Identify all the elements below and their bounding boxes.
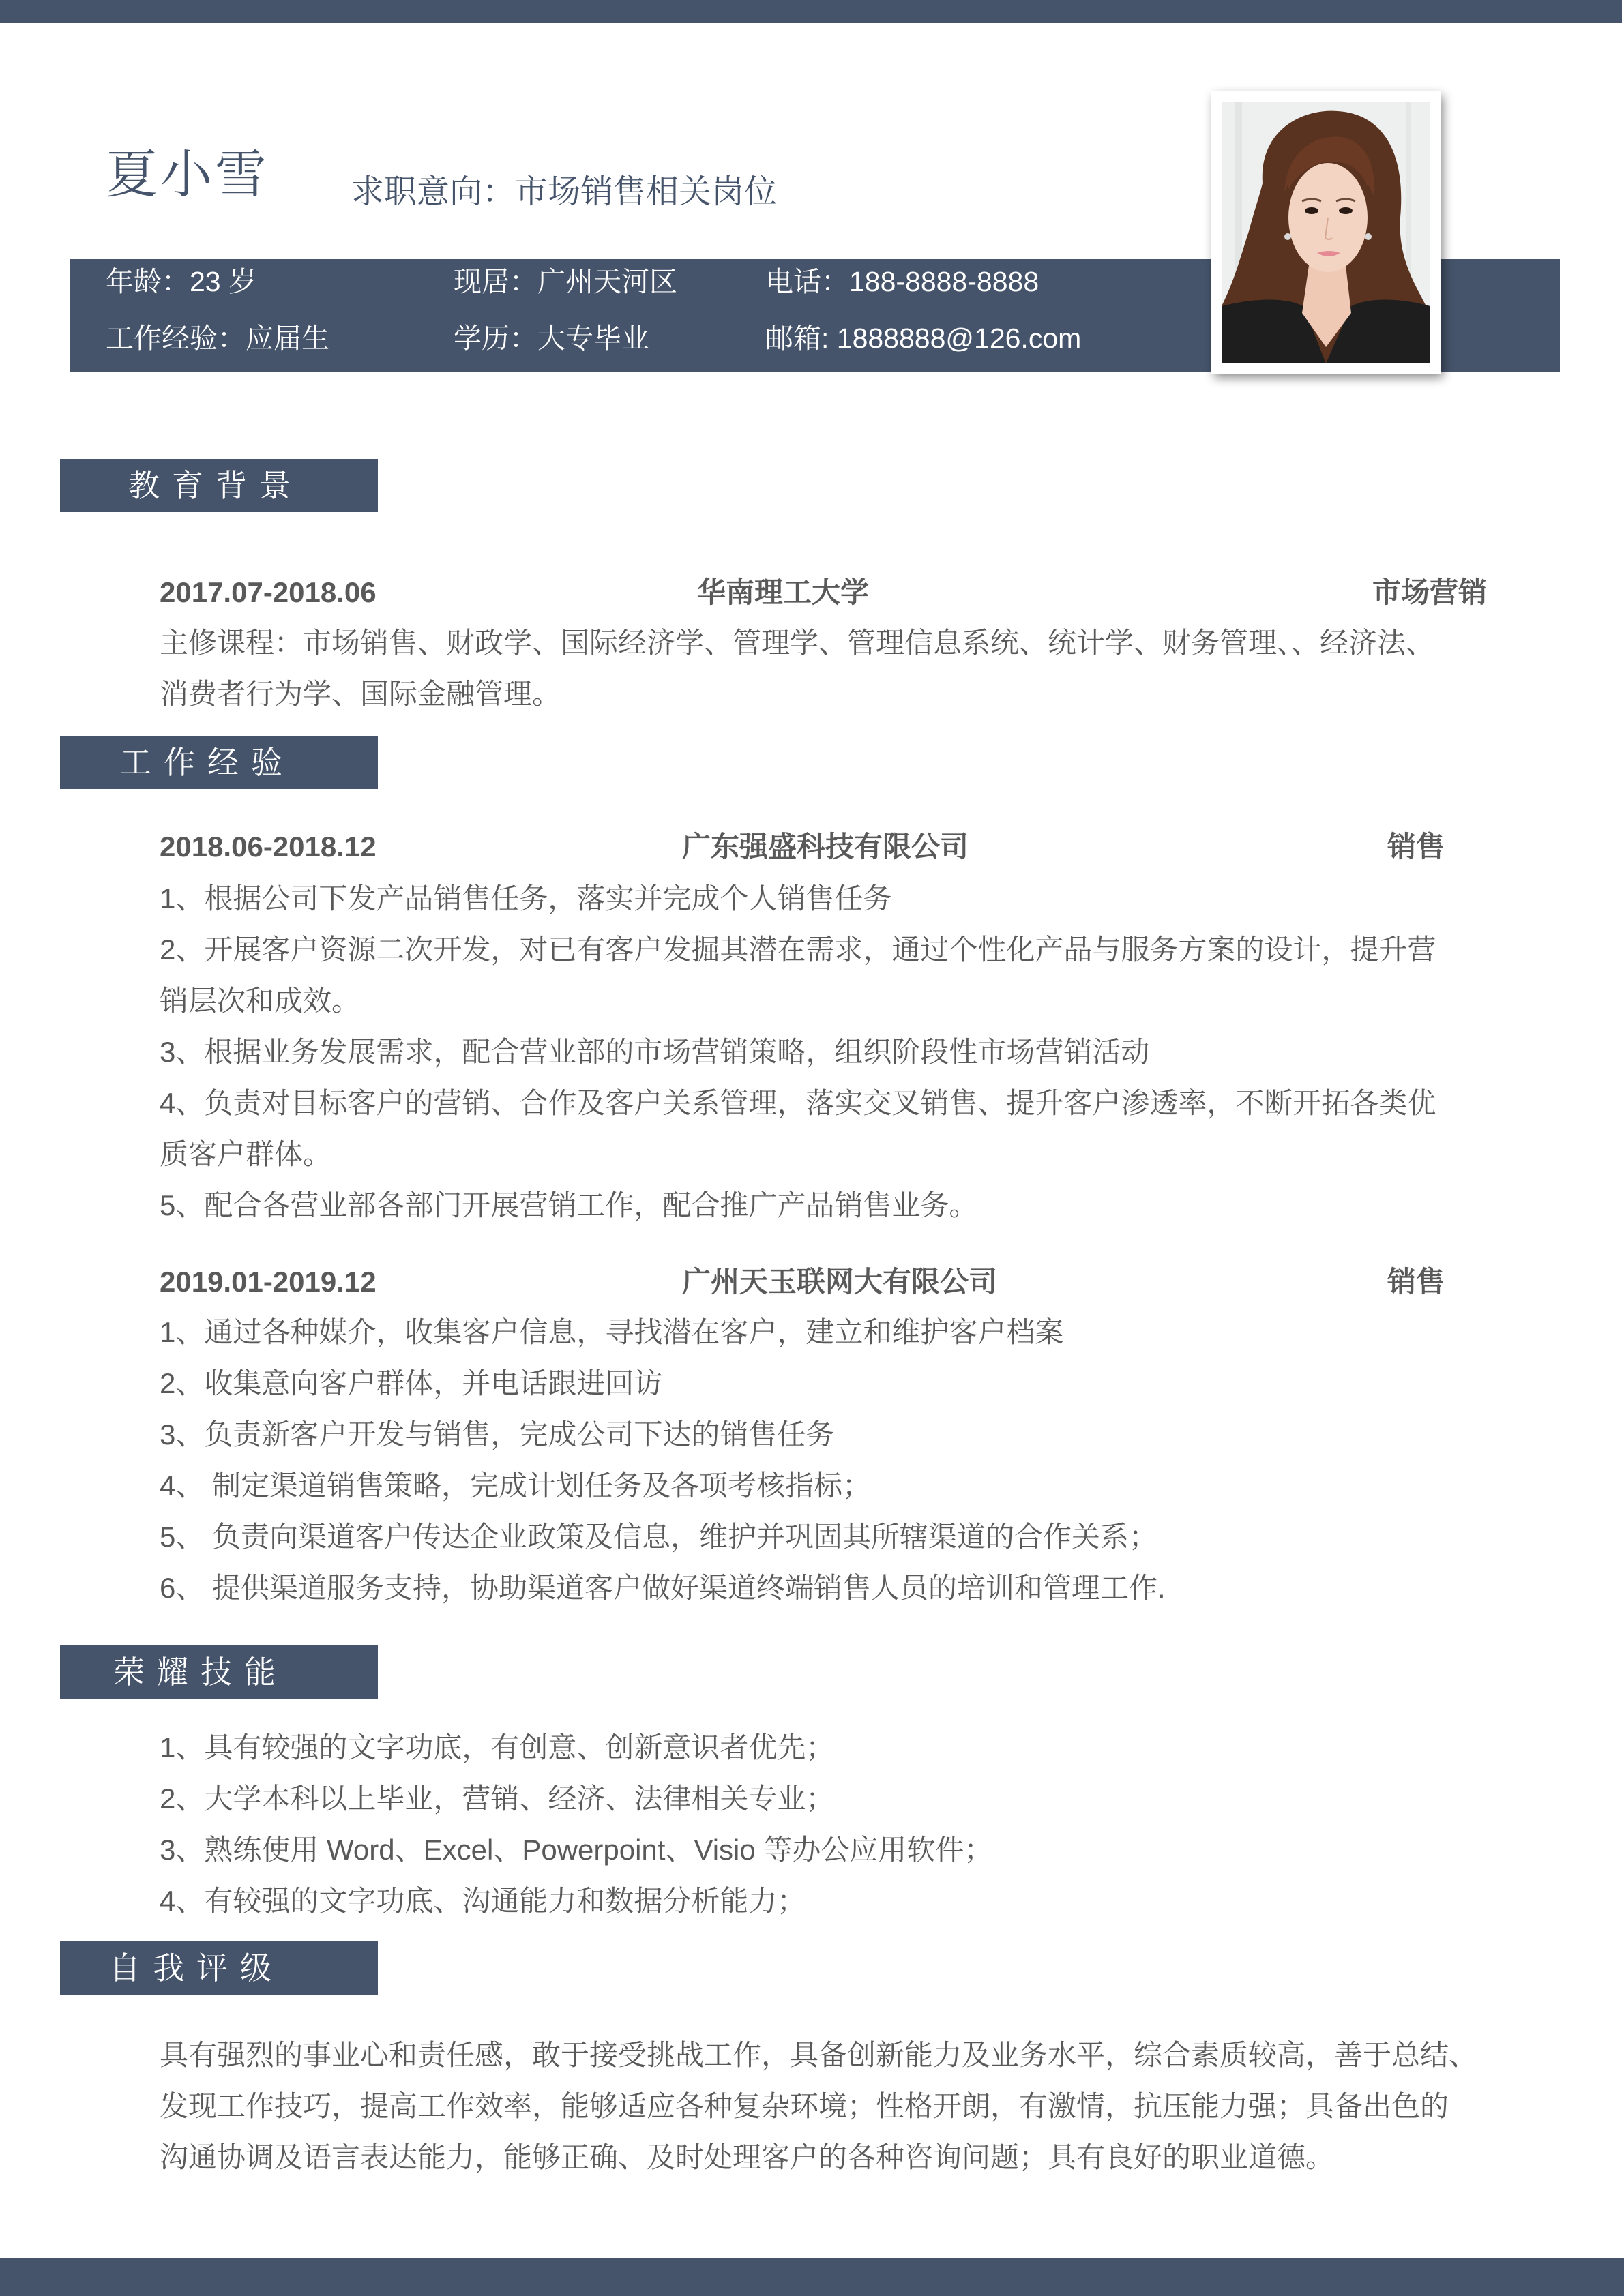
- self-evaluation-line: 具有强烈的事业心和责任感，敢于接受挑战工作，具备创新能力及业务水平，综合素质较高，善于总结、: [160, 2039, 1478, 2071]
- info-age: 年龄：23 岁: [106, 266, 256, 297]
- work-2-role: 销售: [1387, 1266, 1445, 1298]
- work-1-duty-line: 5、配合各营业部各部门开展营销工作，配合推广产品销售业务。: [160, 1189, 978, 1221]
- education-major: 市场营销: [1372, 576, 1488, 608]
- top-decor-bar: [0, 0, 1622, 23]
- profile-photo-frame: [1211, 91, 1441, 374]
- info-phone: 电话：188-8888-8888: [765, 266, 1039, 297]
- education-courses-line-1: 主修课程：市场销售、财政学、国际经济学、管理学、管理信息系统、统计学、财务管理、、经济法、: [160, 627, 1435, 659]
- bottom-decor-bar: [0, 2258, 1624, 2296]
- work-1-period: 2018.06-2018.12: [160, 831, 377, 863]
- info-education: 学历：大专毕业: [454, 323, 649, 354]
- section-header-education: [60, 459, 378, 512]
- portrait-icon: [1222, 102, 1430, 363]
- education-courses-line-2: 消费者行为学、国际金融管理。: [160, 678, 561, 710]
- work-1-duty-line: 销层次和成效。: [160, 985, 361, 1017]
- work-1-duty-line: 质客户群体。: [160, 1138, 332, 1170]
- work-1-duty-line: 4、负责对目标客户的营销、合作及客户关系管理，落实交叉销售、提升客户渗透率，不断开拓各类优: [160, 1087, 1436, 1119]
- section-title-education: 教育背景: [128, 468, 303, 503]
- self-evaluation-line: 沟通协调及语言表达能力，能够正确、及时处理客户的各种咨询问题；具有良好的职业道德。: [160, 2141, 1335, 2173]
- info-experience: 工作经验：应届生: [106, 323, 329, 354]
- work-1-company: 广东强盛科技有限公司: [682, 831, 969, 863]
- section-header-self-evaluation: [60, 1941, 378, 1995]
- section-title-work: 工作经验: [120, 745, 295, 780]
- self-evaluation-line: 发现工作技巧，提高工作效率，能够适应各种复杂环境；性格开朗，有激情，抗压能力强；具备出色的: [160, 2090, 1449, 2122]
- work-1-role: 销售: [1387, 831, 1445, 863]
- education-school: 华南理工大学: [697, 576, 870, 608]
- section-title-self-evaluation: 自我评级: [109, 1950, 284, 1986]
- work-2-duty-line: 5、 负责向渠道客户传达企业政策及信息，维护并巩固其所辖渠道的合作关系；: [160, 1521, 1158, 1553]
- skill-line: 3、熟练使用 Word、Excel、Powerpoint、Visio 等办公应用软件；: [160, 1834, 993, 1866]
- work-1-duty-line: 2、开展客户资源二次开发，对已有客户发掘其潜在需求，通过个性化产品与服务方案的设计，提升营: [160, 934, 1436, 966]
- skill-line: 1、具有较强的文字功底，有创意、创新意识者优先；: [160, 1731, 835, 1763]
- info-email: 邮箱: 1888888@126.com: [765, 323, 1082, 354]
- work-2-duty-line: 1、通过各种媒介，收集客户信息，寻找潜在客户，建立和维护客户档案: [160, 1316, 1064, 1348]
- work-2-duty-line: 4、 制定渠道销售策略，完成计划任务及各项考核指标；: [160, 1470, 872, 1502]
- info-residence: 现居：广州天河区: [454, 266, 677, 297]
- section-header-work: [60, 736, 378, 789]
- work-2-duty-line: 3、负责新客户开发与销售，完成公司下达的销售任务: [160, 1418, 835, 1450]
- work-2-period: 2019.01-2019.12: [160, 1266, 377, 1298]
- job-intent: 求职意向：市场销售相关岗位: [351, 174, 778, 210]
- work-2-company: 广州天玉联网大有限公司: [682, 1266, 998, 1298]
- skill-line: 2、大学本科以上毕业，营销、经济、法律相关专业；: [160, 1783, 835, 1815]
- skill-line: 4、有较强的文字功底、沟通能力和数据分析能力；: [160, 1885, 806, 1917]
- work-1-duty-line: 1、根据公司下发产品销售任务，落实并完成个人销售任务: [160, 882, 892, 914]
- candidate-name: 夏小雪: [106, 144, 269, 205]
- education-period: 2017.07-2018.06: [160, 576, 377, 608]
- section-title-skills: 荣耀技能: [113, 1654, 288, 1690]
- profile-photo: [1222, 102, 1430, 363]
- work-2-duty-line: 2、收集意向客户群体，并电话跟进回访: [160, 1367, 663, 1399]
- section-header-skills: [60, 1645, 378, 1699]
- work-1-duty-line: 3、根据业务发展需求，配合营业部的市场营销策略，组织阶段性市场营销活动: [160, 1036, 1150, 1068]
- work-2-duty-line: 6、 提供渠道服务支持，协助渠道客户做好渠道终端销售人员的培训和管理工作.: [160, 1572, 1166, 1604]
